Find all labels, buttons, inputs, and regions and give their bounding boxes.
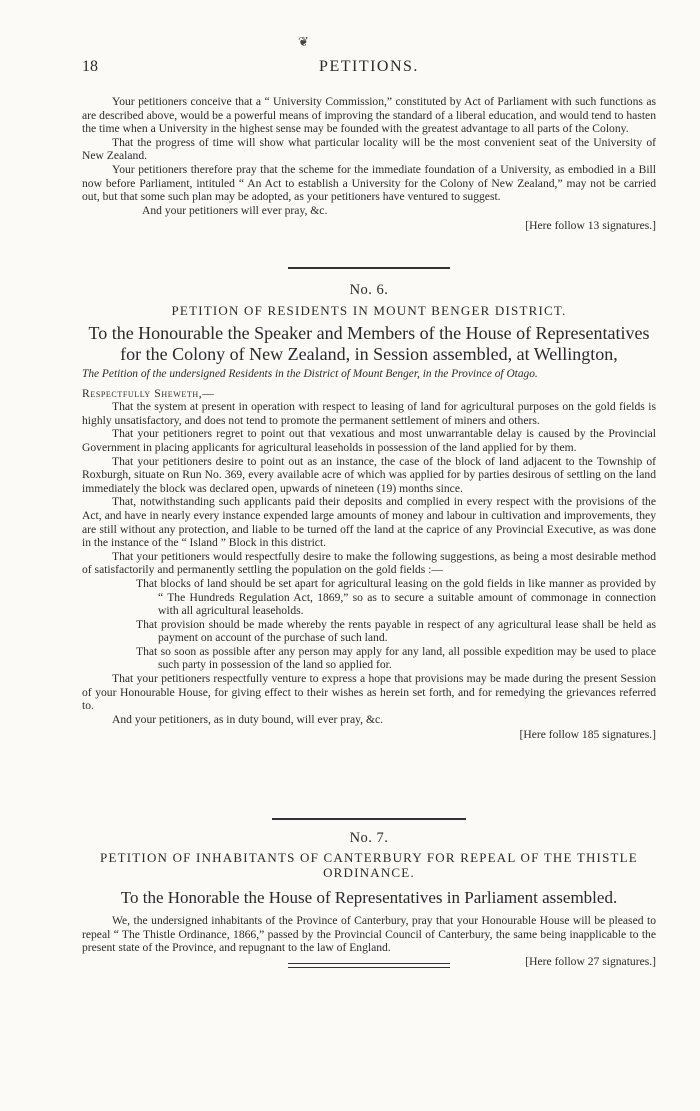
page-header (82, 58, 656, 80)
signatures-note: [Here follow 185 signatures.] (519, 728, 656, 742)
petition-6 (82, 282, 656, 742)
end-divider (288, 967, 450, 968)
suggestion: That blocks of land should be set apart for agricultural leasing on the gold fields in like manner as provided by “ The Hundreds Regulation Act, 1869,” so as to secure a suitable amount of commonage in connection with all agricultural leaseholds. (136, 576, 656, 618)
section-divider (288, 267, 450, 269)
paragraph: That the progress of time will show what particular locality will be the most convenient seat of the University of New Zealand. (82, 135, 656, 163)
page-number: 18 (82, 58, 98, 75)
closing-line: And your petitioners will ever pray, &c. (142, 203, 328, 217)
paragraph: That your petitioners would respectfully desire to make the following suggestions, as being a most desirable method of satisfactorily and permanently settling the population on the gold fields :— (82, 549, 656, 577)
paragraph: That the system at present in operation with respect to leasing of land for agricultural purposes on the gold fields is highly unsatisfactory, and does not tend to promote the permanent settlement of miners and others. (82, 400, 656, 427)
paragraph: Your petitioners therefore pray that the scheme for the immediate foundation of a University, as embodied in a Bill now before Parliament, intituled “ An Act to establish a University for the Colony of New Zealand,” may not be carried out, but that some such plan may be adopted, as your petitioners have ventured to suggest. (82, 162, 656, 204)
end-divider (288, 963, 450, 964)
address-line: for the Colony of New Zealand, in Session assembled, at Wellington, (120, 344, 618, 364)
paragraph: That your petitioners desire to point out as an instance, the case of the block of land adjacent to the Township of Roxburgh, situate on Run No. 369, every available acre of which was applied for by parties desirous of settling on the land immediately the block was declared open, upwards of nineteen (19) months since. (82, 454, 656, 495)
petition-7 (82, 830, 656, 968)
suggestion: That so soon as possible after any person may apply for any land, all possible expedition may be used to place such party in possession of the land so applied for. (136, 644, 656, 672)
signatures-note: [Here follow 27 signatures.] (525, 954, 656, 968)
suggestion: That provision should be made whereby the rents payable in respect of any agricultural lease shall be held as payment on account of the purchase of such land. (136, 617, 656, 645)
petition-of: The Petition of the undersigned Residents in the District of Mount Benger, in the Province of Otago. (82, 368, 538, 380)
paragraph: That your petitioners regret to point out that vexatious and most unwarrantable delay is caused by the Provincial Government in placing applicants for agricultural leaseholds in possession of the land applied for by them. (82, 427, 656, 454)
paragraph: That, notwithstanding such applicants paid their deposits and complied in every respect with the provisions of the Act, and have in nearly every instance expended large amounts of money and labour in cultivation and improvements, they are still without any protection, and liable to be turned off the land at the caprice of any Provincial Executive, as was done in the instance of the “ Island ” Block in this district. (82, 495, 656, 550)
section-divider (272, 818, 466, 820)
salutation: Respectfully Sheweth,— (82, 386, 215, 400)
signatures-note: [Here follow 13 signatures.] (525, 219, 656, 233)
petition-title: ORDINANCE. (323, 865, 415, 880)
paragraph: Your petitioners conceive that a “ University Commission,” constituted by Act of Parliament with such functions as are described above, would be a powerful means of improving the standard of a liberal education, and would tend to hasten the time when a University in the highest sense may be founded with the greatest advantage to all parts of the Colony. (82, 95, 656, 136)
petition-number: No. 6. (349, 282, 389, 298)
petition-title: PETITION OF INHABITANTS OF CANTERBURY FOR REPEAL OF THE THISTLE (100, 850, 638, 865)
paragraph: We, the undersigned inhabitants of the Province of Canterbury, pray that your Honourable House will be pleased to repeal “ The Thistle Ordinance, 1866,” passed by the Provincial Council of Canterbury, the same being inapplicable to the present state of the Province, and repugnant to the law of England. (82, 914, 656, 955)
running-head: PETITIONS. (319, 58, 419, 75)
petition-number: No. 7. (349, 830, 389, 846)
ornament-icon: ❦ (298, 34, 309, 49)
previous-petition-end (82, 95, 656, 233)
petition-title: PETITION OF RESIDENTS IN MOUNT BENGER DISTRICT. (171, 303, 567, 318)
address-line: To the Honorable the House of Representatives in Parliament assembled. (120, 888, 618, 907)
closing-line: And your petitioners, as in duty bound, will ever pray, &c. (112, 712, 384, 726)
paragraph: That your petitioners respectfully venture to express a hope that provisions may be made during the present Session of your Honourable House, for giving effect to their wishes as herein set forth, and for remedying the grievances referred to. (82, 672, 656, 713)
document-page (82, 0, 656, 1111)
address-line: To the Honourable the Speaker and Members of the House of Representatives (88, 323, 650, 343)
